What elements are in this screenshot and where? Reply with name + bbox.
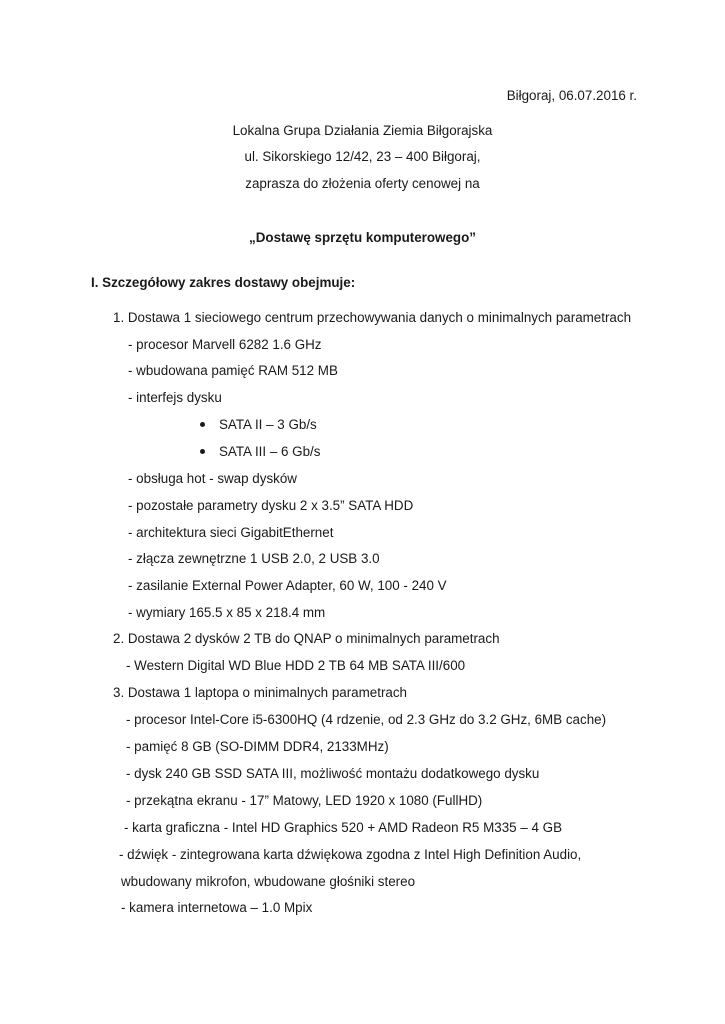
date-line: Biłgoraj, 06.07.2016 r. (506, 88, 637, 103)
item-3-spec: - kamera internetowa – 1.0 Mpix (121, 900, 313, 915)
item-1-heading: 1. Dostawa 1 sieciowego centrum przechowywania danych o minimalnych parametrach (113, 310, 632, 325)
item-3-spec: wbudowany mikrofon, wbudowane głośniki stereo (121, 874, 416, 889)
bullet-text: SATA II – 3 Gb/s (219, 417, 317, 432)
document-title: „Dostawę sprzętu komputerowego” (249, 230, 476, 245)
org-address: ul. Sikorskiego 12/42, 23 – 400 Biłgoraj, (244, 149, 481, 164)
item-2-heading: 2. Dostawa 2 dysków 2 TB do QNAP o minimalnych parametrach (113, 631, 500, 646)
item-1-spec: - architektura sieci GigabitEthernet (128, 525, 334, 540)
item-1-spec: - wbudowana pamięć RAM 512 MB (128, 363, 338, 378)
item-3-spec: - karta graficzna - Intel HD Graphics 520 + AMD Radeon R5 M335 – 4 GB (124, 820, 563, 835)
item-1-spec: - zasilanie External Power Adapter, 60 W, 100 - 240 V (128, 578, 447, 593)
item-1-spec: - wymiary 165.5 x 85 x 218.4 mm (128, 605, 326, 620)
section-heading: I. Szczegółowy zakres dostawy obejmuje: (91, 275, 356, 290)
org-name: Lokalna Grupa Działania Ziemia Biłgorajska (232, 123, 493, 138)
bullet-icon (200, 449, 205, 454)
item-1-spec: - pozostałe parametry dysku 2 x 3.5” SATA HDD (128, 498, 414, 513)
bullet-icon (200, 422, 205, 427)
item-3-spec: - dysk 240 GB SSD SATA III, możliwość montażu dodatkowego dysku (126, 766, 540, 781)
item-3-heading: 3. Dostawa 1 laptopa o minimalnych parametrach (113, 685, 407, 700)
item-3-spec: - przekątna ekranu - 17” Matowy, LED 1920 x 1080 (FullHD) (126, 793, 483, 808)
item-3-spec: - pamięć 8 GB (SO-DIMM DDR4, 2133MHz) (126, 739, 389, 754)
item-2-spec: - Western Digital WD Blue HDD 2 TB 64 MB SATA III/600 (126, 658, 466, 673)
list-item (200, 444, 320, 460)
item-1-spec: - interfejs dysku (128, 390, 222, 405)
bullet-text: SATA III – 6 Gb/s (219, 444, 321, 459)
item-1-spec: - procesor Marvell 6282 1.6 GHz (128, 337, 322, 352)
list-item (200, 417, 317, 433)
item-3-spec: - dźwięk - zintegrowana karta dźwiękowa zgodna z Intel High Definition Audio, (119, 847, 582, 862)
item-1-spec: - obsługa hot - swap dysków (128, 471, 297, 486)
item-1-spec: - złącza zewnętrzne 1 USB 2.0, 2 USB 3.0 (128, 551, 380, 566)
invite-line: zaprasza do złożenia oferty cenowej na (245, 176, 480, 191)
item-3-spec: - procesor Intel-Core i5-6300HQ (4 rdzenie, od 2.3 GHz do 3.2 GHz, 6MB cache) (126, 712, 607, 727)
